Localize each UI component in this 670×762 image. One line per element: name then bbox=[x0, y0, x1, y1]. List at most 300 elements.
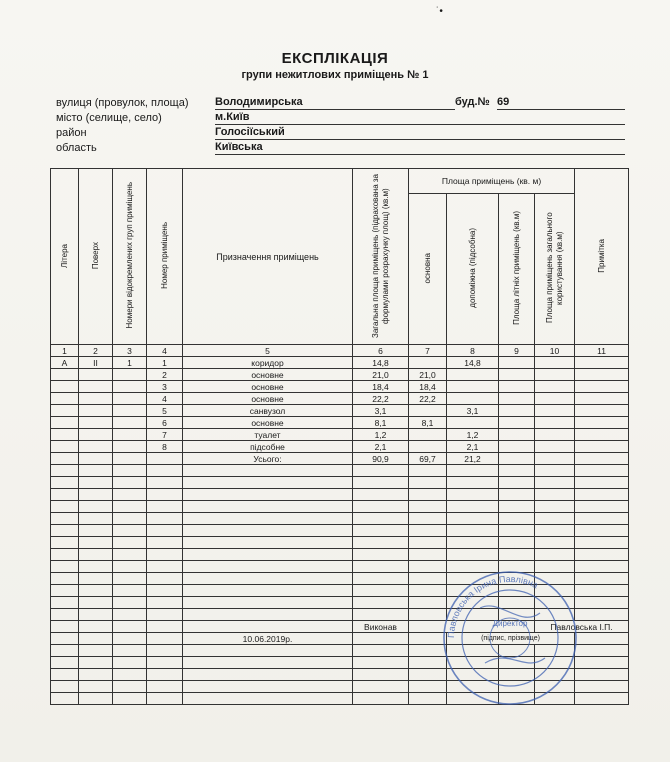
col-number: 9 bbox=[499, 345, 535, 357]
empty-cell bbox=[353, 657, 409, 669]
empty-cell bbox=[147, 693, 183, 705]
cell-litera bbox=[51, 441, 79, 453]
empty-cell bbox=[535, 489, 575, 501]
header-summer-area: Площа літніх приміщень (кв.м) bbox=[499, 194, 535, 345]
empty-cell bbox=[183, 645, 353, 657]
signature-scribble bbox=[480, 606, 545, 663]
cell-room: 7 bbox=[147, 429, 183, 441]
empty-cell bbox=[575, 453, 629, 465]
table-row bbox=[51, 369, 629, 381]
signature-caption: (підпис, прізвище) bbox=[447, 633, 575, 645]
document-subtitle: групи нежитлових приміщень № 1 bbox=[241, 69, 429, 81]
city-value: м.Київ bbox=[215, 111, 625, 125]
header-purpose: Призначення приміщень bbox=[183, 169, 353, 345]
cell-room: 5 bbox=[147, 405, 183, 417]
empty-cell bbox=[147, 453, 183, 465]
header-group-numbers: Номери відокремлених груп приміщень bbox=[113, 169, 147, 345]
cell-group bbox=[113, 417, 147, 429]
cell-purpose: основне bbox=[183, 369, 353, 381]
empty-cell bbox=[113, 489, 147, 501]
cell-total: 22,2 bbox=[353, 393, 409, 405]
empty-cell bbox=[51, 609, 79, 621]
empty-cell bbox=[575, 489, 629, 501]
official-stamp bbox=[440, 568, 580, 708]
empty-cell bbox=[575, 561, 629, 573]
empty-cell bbox=[183, 609, 353, 621]
empty-cell bbox=[575, 537, 629, 549]
cell-group bbox=[113, 369, 147, 381]
header-room-number: Номер приміщень bbox=[147, 169, 183, 345]
cell-note bbox=[575, 429, 629, 441]
col-number: 11 bbox=[575, 345, 629, 357]
empty-cell bbox=[113, 453, 147, 465]
empty-cell bbox=[183, 585, 353, 597]
document-date: 10.06.2019р. bbox=[183, 633, 353, 645]
stamp-ring-text: Павловська Ірина Павлівна bbox=[445, 573, 540, 639]
empty-cell bbox=[147, 537, 183, 549]
empty-cell bbox=[447, 465, 499, 477]
empty-cell bbox=[79, 453, 113, 465]
col-number: 1 bbox=[51, 345, 79, 357]
empty-cell bbox=[113, 501, 147, 513]
empty-cell bbox=[113, 693, 147, 705]
cell-group bbox=[113, 405, 147, 417]
empty-cell bbox=[353, 681, 409, 693]
cell-note bbox=[575, 417, 629, 429]
empty-cell bbox=[409, 549, 447, 561]
empty-cell bbox=[51, 465, 79, 477]
empty-cell bbox=[499, 453, 535, 465]
cell-floor bbox=[79, 417, 113, 429]
empty-row bbox=[51, 525, 629, 537]
empty-cell bbox=[499, 513, 535, 525]
cell-note bbox=[575, 357, 629, 369]
empty-cell bbox=[113, 585, 147, 597]
district-label: район bbox=[56, 127, 87, 139]
cell-common bbox=[535, 393, 575, 405]
empty-cell bbox=[353, 633, 409, 645]
empty-cell bbox=[113, 465, 147, 477]
cell-floor bbox=[79, 369, 113, 381]
empty-cell bbox=[79, 609, 113, 621]
cell-common bbox=[535, 441, 575, 453]
cell-total: 21,0 bbox=[353, 369, 409, 381]
empty-cell bbox=[535, 537, 575, 549]
empty-cell bbox=[499, 537, 535, 549]
empty-cell bbox=[79, 681, 113, 693]
cell-total: 18,4 bbox=[353, 381, 409, 393]
cell-litera bbox=[51, 405, 79, 417]
cell-floor bbox=[79, 381, 113, 393]
cell-main: 21,0 bbox=[409, 369, 447, 381]
empty-cell bbox=[353, 693, 409, 705]
empty-cell bbox=[147, 621, 183, 633]
region-label: область bbox=[56, 142, 97, 154]
col-number: 3 bbox=[113, 345, 147, 357]
cell-main: 22,2 bbox=[409, 393, 447, 405]
cell-main: 18,4 bbox=[409, 381, 447, 393]
cell-summer bbox=[499, 381, 535, 393]
empty-row bbox=[51, 477, 629, 489]
empty-cell bbox=[147, 633, 183, 645]
total-area-sum: 90,9 bbox=[353, 453, 409, 465]
table-row bbox=[51, 393, 629, 405]
cell-summer bbox=[499, 417, 535, 429]
empty-cell bbox=[113, 621, 147, 633]
empty-cell bbox=[113, 573, 147, 585]
cell-purpose: туалет bbox=[183, 429, 353, 441]
empty-cell bbox=[575, 693, 629, 705]
empty-cell bbox=[575, 597, 629, 609]
cell-aux bbox=[447, 393, 499, 405]
empty-cell bbox=[147, 657, 183, 669]
cell-floor bbox=[79, 393, 113, 405]
empty-cell bbox=[183, 477, 353, 489]
cell-group bbox=[113, 441, 147, 453]
empty-cell bbox=[535, 477, 575, 489]
empty-cell bbox=[575, 633, 629, 645]
cell-litera bbox=[51, 417, 79, 429]
cell-aux bbox=[447, 369, 499, 381]
table-row bbox=[51, 429, 629, 441]
cell-group bbox=[113, 393, 147, 405]
cell-group bbox=[113, 429, 147, 441]
empty-cell bbox=[183, 513, 353, 525]
empty-cell bbox=[575, 549, 629, 561]
cell-common bbox=[535, 405, 575, 417]
executed-label: Виконав bbox=[353, 621, 409, 633]
empty-cell bbox=[535, 501, 575, 513]
empty-cell bbox=[79, 501, 113, 513]
empty-cell bbox=[147, 489, 183, 501]
empty-cell bbox=[353, 597, 409, 609]
cell-main bbox=[409, 429, 447, 441]
region-value: Київська bbox=[215, 141, 625, 155]
empty-cell bbox=[51, 477, 79, 489]
empty-cell bbox=[147, 561, 183, 573]
empty-cell bbox=[183, 621, 353, 633]
cell-purpose: основне bbox=[183, 393, 353, 405]
empty-cell bbox=[183, 657, 353, 669]
col-number: 10 bbox=[535, 345, 575, 357]
empty-cell bbox=[183, 525, 353, 537]
empty-cell bbox=[353, 501, 409, 513]
empty-cell bbox=[113, 597, 147, 609]
cell-main bbox=[409, 441, 447, 453]
cell-common bbox=[535, 357, 575, 369]
empty-cell bbox=[447, 537, 499, 549]
empty-cell bbox=[113, 645, 147, 657]
empty-cell bbox=[353, 549, 409, 561]
cell-note bbox=[575, 405, 629, 417]
empty-cell bbox=[575, 513, 629, 525]
header-aux-area: допоміжна (підсобна) bbox=[447, 194, 499, 345]
empty-cell bbox=[353, 573, 409, 585]
empty-cell bbox=[183, 549, 353, 561]
table-row bbox=[51, 405, 629, 417]
empty-cell bbox=[353, 465, 409, 477]
cell-aux: 14,8 bbox=[447, 357, 499, 369]
empty-cell bbox=[113, 525, 147, 537]
empty-cell bbox=[535, 525, 575, 537]
empty-cell bbox=[353, 645, 409, 657]
cell-room: 1 bbox=[147, 357, 183, 369]
cell-group bbox=[113, 381, 147, 393]
building-label: буд.№ bbox=[455, 96, 490, 108]
scan-dot: ˙• bbox=[436, 6, 443, 17]
empty-cell bbox=[51, 585, 79, 597]
cell-floor bbox=[79, 405, 113, 417]
cell-litera bbox=[51, 369, 79, 381]
empty-cell bbox=[113, 609, 147, 621]
document-title: ЕКСПЛІКАЦІЯ bbox=[281, 50, 389, 67]
col-number: 6 bbox=[353, 345, 409, 357]
cell-main bbox=[409, 405, 447, 417]
empty-cell bbox=[575, 477, 629, 489]
empty-cell bbox=[113, 657, 147, 669]
empty-cell bbox=[147, 477, 183, 489]
cell-note bbox=[575, 369, 629, 381]
cell-floor bbox=[79, 429, 113, 441]
cell-total: 1,2 bbox=[353, 429, 409, 441]
empty-cell bbox=[79, 465, 113, 477]
empty-cell bbox=[51, 693, 79, 705]
empty-cell bbox=[353, 513, 409, 525]
empty-cell bbox=[147, 513, 183, 525]
empty-cell bbox=[79, 549, 113, 561]
col-number: 5 bbox=[183, 345, 353, 357]
cell-note bbox=[575, 441, 629, 453]
empty-row bbox=[51, 537, 629, 549]
empty-cell bbox=[147, 609, 183, 621]
empty-cell bbox=[409, 537, 447, 549]
cell-room: 3 bbox=[147, 381, 183, 393]
cell-common bbox=[535, 369, 575, 381]
cell-summer bbox=[499, 393, 535, 405]
empty-cell bbox=[535, 453, 575, 465]
cell-common bbox=[535, 429, 575, 441]
empty-cell bbox=[51, 537, 79, 549]
cell-group: 1 bbox=[113, 357, 147, 369]
cell-purpose: основне bbox=[183, 381, 353, 393]
empty-cell bbox=[183, 681, 353, 693]
empty-cell bbox=[409, 525, 447, 537]
cell-total: 2,1 bbox=[353, 441, 409, 453]
cell-total: 14,8 bbox=[353, 357, 409, 369]
empty-cell bbox=[183, 573, 353, 585]
empty-cell bbox=[183, 561, 353, 573]
empty-cell bbox=[147, 465, 183, 477]
cell-litera bbox=[51, 381, 79, 393]
col-number: 2 bbox=[79, 345, 113, 357]
street-value: Володимирська bbox=[215, 96, 455, 110]
cell-summer bbox=[499, 429, 535, 441]
header-litera: Літера bbox=[51, 169, 79, 345]
empty-cell bbox=[79, 573, 113, 585]
cell-summer bbox=[499, 369, 535, 381]
cell-aux: 1,2 bbox=[447, 429, 499, 441]
empty-cell bbox=[409, 465, 447, 477]
total-label: Усього: bbox=[183, 453, 353, 465]
main-area-sum: 69,7 bbox=[409, 453, 447, 465]
empty-cell bbox=[183, 597, 353, 609]
cell-room: 8 bbox=[147, 441, 183, 453]
empty-cell bbox=[79, 513, 113, 525]
table-row bbox=[51, 441, 629, 453]
empty-cell bbox=[147, 585, 183, 597]
empty-cell bbox=[447, 501, 499, 513]
empty-cell bbox=[447, 549, 499, 561]
empty-cell bbox=[51, 645, 79, 657]
empty-cell bbox=[409, 489, 447, 501]
header-main-area: основна bbox=[409, 194, 447, 345]
cell-aux: 3,1 bbox=[447, 405, 499, 417]
empty-cell bbox=[353, 477, 409, 489]
header-common-area: Площа приміщень загального користування (кв.м) bbox=[535, 194, 575, 345]
cell-summer bbox=[499, 405, 535, 417]
empty-cell bbox=[575, 609, 629, 621]
empty-cell bbox=[499, 477, 535, 489]
empty-cell bbox=[51, 453, 79, 465]
empty-cell bbox=[575, 681, 629, 693]
empty-cell bbox=[575, 669, 629, 681]
column-number-row bbox=[51, 345, 629, 357]
cell-main bbox=[409, 357, 447, 369]
empty-cell bbox=[51, 597, 79, 609]
cell-aux: 2,1 bbox=[447, 441, 499, 453]
empty-cell bbox=[353, 585, 409, 597]
empty-cell bbox=[51, 501, 79, 513]
cell-note bbox=[575, 381, 629, 393]
empty-cell bbox=[113, 561, 147, 573]
empty-cell bbox=[353, 489, 409, 501]
col-number: 7 bbox=[409, 345, 447, 357]
empty-row bbox=[51, 549, 629, 561]
empty-cell bbox=[51, 573, 79, 585]
empty-cell bbox=[51, 525, 79, 537]
empty-cell bbox=[79, 657, 113, 669]
empty-cell bbox=[79, 633, 113, 645]
empty-cell bbox=[113, 537, 147, 549]
cell-common bbox=[535, 417, 575, 429]
empty-cell bbox=[447, 513, 499, 525]
executor-name: Павловська І.П. bbox=[535, 621, 629, 633]
cell-room: 6 bbox=[147, 417, 183, 429]
empty-cell bbox=[147, 573, 183, 585]
empty-cell bbox=[353, 561, 409, 573]
empty-cell bbox=[79, 597, 113, 609]
cell-litera: А bbox=[51, 357, 79, 369]
header-floor: Поверх bbox=[79, 169, 113, 345]
empty-row bbox=[51, 513, 629, 525]
empty-cell bbox=[51, 549, 79, 561]
empty-cell bbox=[147, 681, 183, 693]
empty-cell bbox=[51, 633, 79, 645]
empty-cell bbox=[51, 657, 79, 669]
empty-cell bbox=[51, 681, 79, 693]
empty-cell bbox=[51, 669, 79, 681]
cell-room: 4 bbox=[147, 393, 183, 405]
empty-cell bbox=[409, 513, 447, 525]
header-note: Примітка bbox=[575, 169, 629, 345]
empty-cell bbox=[447, 525, 499, 537]
cell-room: 2 bbox=[147, 369, 183, 381]
empty-cell bbox=[575, 465, 629, 477]
empty-cell bbox=[353, 525, 409, 537]
cell-aux bbox=[447, 417, 499, 429]
cell-floor bbox=[79, 441, 113, 453]
empty-cell bbox=[535, 513, 575, 525]
empty-cell bbox=[79, 537, 113, 549]
empty-cell bbox=[147, 645, 183, 657]
empty-cell bbox=[575, 657, 629, 669]
empty-cell bbox=[147, 549, 183, 561]
empty-cell bbox=[575, 573, 629, 585]
empty-cell bbox=[183, 693, 353, 705]
empty-cell bbox=[575, 501, 629, 513]
empty-cell bbox=[51, 561, 79, 573]
stamp-inner-text: Директор bbox=[492, 619, 528, 628]
cell-litera bbox=[51, 393, 79, 405]
empty-cell bbox=[79, 693, 113, 705]
empty-cell bbox=[113, 549, 147, 561]
empty-cell bbox=[183, 489, 353, 501]
empty-cell bbox=[79, 669, 113, 681]
empty-row bbox=[51, 465, 629, 477]
cell-total: 8,1 bbox=[353, 417, 409, 429]
empty-cell bbox=[575, 525, 629, 537]
empty-cell bbox=[409, 501, 447, 513]
empty-row bbox=[51, 501, 629, 513]
empty-cell bbox=[147, 597, 183, 609]
cell-litera bbox=[51, 429, 79, 441]
empty-cell bbox=[113, 513, 147, 525]
cell-floor: ІІ bbox=[79, 357, 113, 369]
empty-cell bbox=[499, 465, 535, 477]
empty-cell bbox=[183, 537, 353, 549]
cell-summer bbox=[499, 441, 535, 453]
cell-summer bbox=[499, 357, 535, 369]
table-row bbox=[51, 381, 629, 393]
empty-cell bbox=[79, 645, 113, 657]
col-number: 4 bbox=[147, 345, 183, 357]
empty-cell bbox=[447, 489, 499, 501]
cell-total: 3,1 bbox=[353, 405, 409, 417]
cell-purpose: санвузол bbox=[183, 405, 353, 417]
empty-cell bbox=[499, 549, 535, 561]
table-row bbox=[51, 357, 629, 369]
table-row bbox=[51, 417, 629, 429]
empty-cell bbox=[575, 585, 629, 597]
empty-cell bbox=[113, 633, 147, 645]
cell-common bbox=[535, 381, 575, 393]
empty-cell bbox=[79, 525, 113, 537]
empty-cell bbox=[51, 621, 79, 633]
empty-cell bbox=[447, 477, 499, 489]
empty-cell bbox=[113, 681, 147, 693]
empty-cell bbox=[147, 525, 183, 537]
empty-cell bbox=[79, 489, 113, 501]
empty-cell bbox=[353, 609, 409, 621]
empty-cell bbox=[353, 537, 409, 549]
empty-cell bbox=[183, 465, 353, 477]
empty-cell bbox=[535, 465, 575, 477]
empty-cell bbox=[51, 489, 79, 501]
empty-cell bbox=[499, 525, 535, 537]
empty-cell bbox=[79, 561, 113, 573]
empty-cell bbox=[183, 669, 353, 681]
street-label: вулиця (провулок, площа) bbox=[56, 97, 189, 109]
